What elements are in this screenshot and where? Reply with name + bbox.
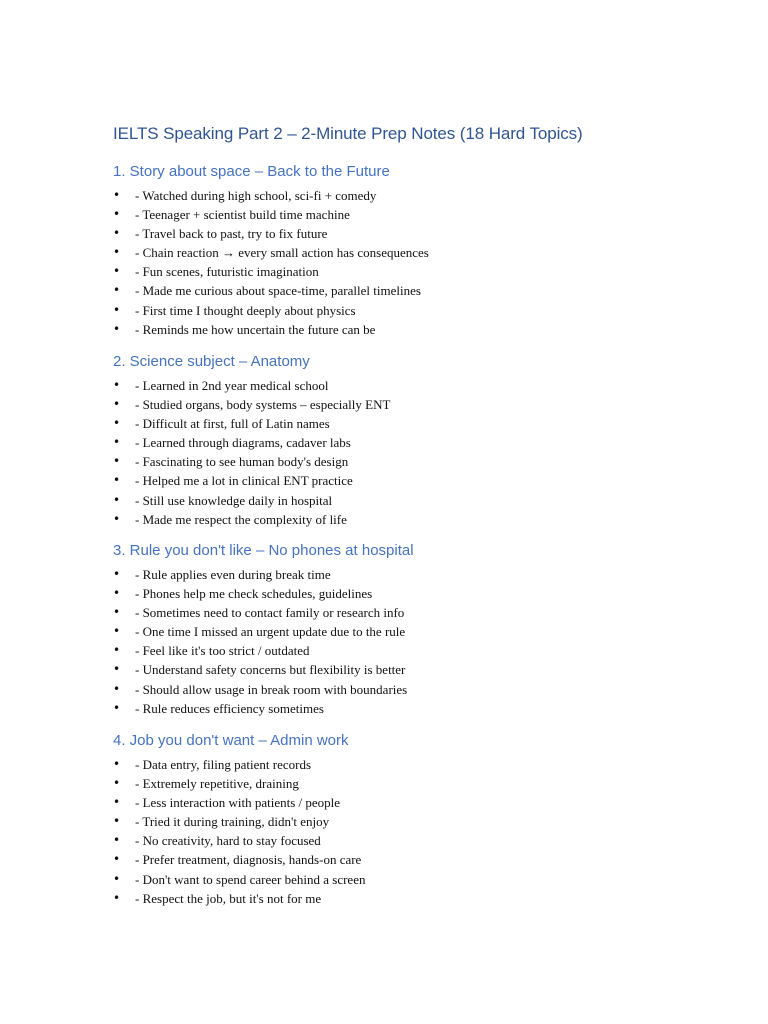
list-item: [113, 301, 673, 320]
bullet-icon: •: [113, 283, 121, 298]
section-4: [113, 731, 673, 908]
list-item: [113, 471, 673, 490]
list-item: [113, 320, 673, 339]
list-item-text: - Still use knowledge daily in hospital: [135, 492, 333, 508]
bullet-icon: •: [113, 833, 121, 848]
list-item-text: - Prefer treatment, diagnosis, hands-on care: [135, 852, 362, 868]
list-item-text: - Respect the job, but it's not for me: [135, 890, 322, 906]
section-heading: 4. Job you don't want – Admin work: [113, 732, 349, 749]
list-item-text: - Don't want to spend career behind a screen: [135, 871, 366, 887]
bullet-icon: •: [113, 795, 121, 810]
section-heading: 2. Science subject – Anatomy: [113, 353, 310, 370]
bullet-icon: •: [113, 321, 121, 336]
list-item-text: - Extremely repetitive, draining: [135, 776, 299, 792]
bullet-icon: •: [113, 605, 121, 620]
list-item: [113, 452, 673, 471]
list-item: [113, 262, 673, 281]
list-item-text: - Learned in 2nd year medical school: [135, 378, 329, 393]
list-item-text: - Learned through diagrams, cadaver labs: [135, 435, 351, 451]
list-item: [113, 414, 673, 433]
list-item-text: - Feel like it's too strict / outdated: [135, 643, 310, 659]
list-item-text: - Helped me a lot in clinical ENT practice: [135, 473, 353, 489]
list-item: [113, 243, 673, 262]
list-item-text: - Studied organs, body systems – especially ENT: [135, 397, 391, 413]
list-item-text: - Data entry, filing patient records: [135, 757, 312, 772]
bullet-icon: •: [113, 511, 121, 526]
list-item: [113, 281, 673, 300]
list-item-text: - Made me respect the complexity of life: [135, 511, 347, 527]
list-item: [113, 641, 673, 660]
bullet-icon: •: [113, 624, 121, 639]
list-item-text: - Understand safety concerns but flexibility is better: [135, 662, 406, 678]
section-3: [113, 541, 673, 718]
bullet-icon: •: [113, 188, 121, 202]
bullet-icon: •: [113, 435, 121, 450]
bullet-icon: •: [113, 643, 121, 658]
bullet-icon: •: [113, 814, 121, 829]
list-item-text: - Less interaction with patients / people: [135, 795, 341, 811]
bullet-list: [113, 376, 673, 529]
bullet-icon: •: [113, 245, 121, 260]
bullet-icon: •: [113, 226, 121, 241]
list-item: [113, 433, 673, 452]
list-item-text: - Phones help me check schedules, guidelines: [135, 586, 373, 602]
bullet-list: [113, 186, 673, 339]
list-item: [113, 603, 673, 622]
list-item: [113, 622, 673, 641]
list-item-text: - Chain reaction → every small action has consequences: [135, 245, 429, 261]
bullet-icon: •: [113, 492, 121, 507]
list-item: [113, 205, 673, 224]
list-item: [113, 491, 673, 510]
list-item: [113, 889, 673, 908]
list-item-text: - Fun scenes, futuristic imagination: [135, 264, 319, 280]
bullet-icon: •: [113, 397, 121, 412]
section-2: [113, 352, 673, 529]
document-title: IELTS Speaking Part 2 – 2-Minute Prep Notes (18 Hard Topics): [113, 124, 583, 143]
list-item-text: - No creativity, hard to stay focused: [135, 833, 321, 849]
list-item-text: - Made me curious about space-time, parallel timelines: [135, 283, 421, 299]
list-item: [113, 584, 673, 603]
bullet-icon: •: [113, 776, 121, 791]
bullet-icon: •: [113, 662, 121, 677]
list-item-text: - Tried it during training, didn't enjoy: [135, 814, 330, 830]
bullet-icon: •: [113, 700, 121, 715]
bullet-icon: •: [113, 681, 121, 696]
bullet-icon: •: [113, 416, 121, 431]
section-1: [113, 162, 673, 339]
list-item-text: - Rule applies even during break time: [135, 567, 331, 582]
bullet-icon: •: [113, 586, 121, 601]
list-item: [113, 850, 673, 869]
list-item: [113, 812, 673, 831]
list-item: [113, 224, 673, 243]
list-item: [113, 755, 673, 774]
bullet-icon: •: [113, 890, 121, 905]
list-item-text: - Fascinating to see human body's design: [135, 454, 349, 470]
list-item-text: - One time I missed an urgent update due to the rule: [135, 624, 406, 640]
list-item-text: - Difficult at first, full of Latin names: [135, 416, 330, 432]
bullet-icon: •: [113, 473, 121, 488]
list-item-text: - Watched during high school, sci-fi + comedy: [135, 188, 377, 203]
list-item: [113, 510, 673, 529]
list-item: [113, 186, 673, 205]
list-item: [113, 376, 673, 395]
list-item: [113, 793, 673, 812]
list-item-text: - First time I thought deeply about physics: [135, 302, 356, 318]
list-item: [113, 565, 673, 584]
list-item: [113, 870, 673, 889]
bullet-icon: •: [113, 757, 121, 771]
bullet-icon: •: [113, 871, 121, 886]
list-item: [113, 395, 673, 414]
bullet-icon: •: [113, 264, 121, 279]
list-item: [113, 660, 673, 679]
list-item: [113, 680, 673, 699]
bullet-list: [113, 565, 673, 718]
list-item-text: - Sometimes need to contact family or research info: [135, 605, 405, 621]
bullet-icon: •: [113, 378, 121, 392]
list-item: [113, 699, 673, 718]
list-item: [113, 831, 673, 850]
list-item-text: - Travel back to past, try to fix future: [135, 226, 328, 242]
list-item-text: - Should allow usage in break room with boundaries: [135, 681, 408, 697]
bullet-icon: •: [113, 852, 121, 867]
list-item-text: - Rule reduces efficiency sometimes: [135, 700, 324, 716]
bullet-icon: •: [113, 567, 121, 581]
section-heading: 3. Rule you don't like – No phones at hospital: [113, 542, 414, 559]
list-item: [113, 774, 673, 793]
section-heading: 1. Story about space – Back to the Future: [113, 163, 390, 180]
bullet-icon: •: [113, 454, 121, 469]
bullet-icon: •: [113, 302, 121, 317]
bullet-list: [113, 755, 673, 908]
bullet-icon: •: [113, 207, 121, 222]
list-item-text: - Reminds me how uncertain the future can be: [135, 321, 376, 337]
list-item-text: - Teenager + scientist build time machine: [135, 207, 350, 223]
